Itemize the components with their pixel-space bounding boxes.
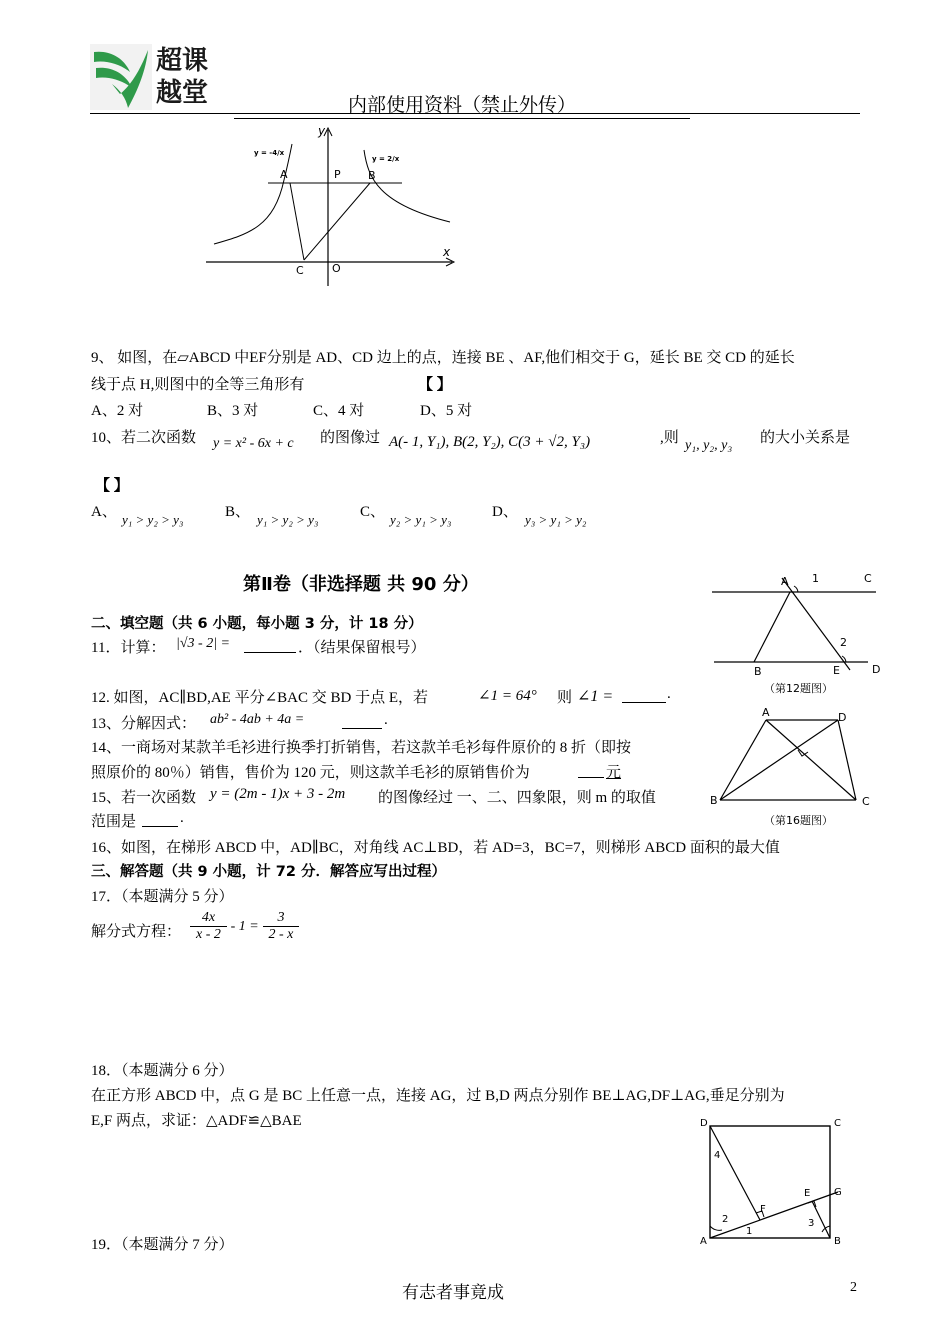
q11-expression: |√3 - 2| = [176,636,230,651]
q10-option-a-letter: A、 [91,504,117,520]
fig16-caption: （第16题图） [764,814,833,827]
fig12-label-a: A [781,575,789,588]
q9-line2: 线于点 H,则图中的全等三角形有 [91,377,305,393]
q14-answer-blank[interactable] [578,777,604,778]
figure-12 [706,566,886,700]
q15-period: . [180,810,184,826]
q9-option-c: C、4 对 [313,403,365,419]
fig18-label-2: 2 [722,1214,729,1225]
q10-vars: y₁, y₂, y₃ [685,438,733,453]
q11-answer-blank[interactable] [244,652,296,653]
q17-fraction-right [263,910,300,943]
q15-suffix: 的图像经过 一、二、四象限，则 m 的取值 [378,790,656,806]
q16-text: 16、如图，在梯形 ABCD 中，AD∥BC，对角线 AC⊥BD，若 AD=3，BC=7，则梯形 ABCD 面积的最大值 [91,840,780,856]
func-right-label: y = 2/x [372,155,400,163]
q10-option-d-letter: D、 [492,504,518,520]
q17-mid: - 1 = [230,918,259,934]
fig12-label-c: C [864,572,872,585]
point-c-label: C [296,264,304,277]
fig12-caption: （第12题图） [764,682,833,695]
fig18-label-3: 3 [808,1218,815,1229]
q17-den-left: x - 2 [196,927,221,942]
q17-num-right: 3 [263,910,300,927]
q13-text: 13、分解因式： [91,716,197,732]
fig18-label-a: A [700,1236,707,1247]
answers-heading: 三、解答题（共 9 小题，计 72 分．解答应写出过程） [91,864,446,880]
q9-line1: 9、 如图，在▱ABCD 中EF分别是 AD、CD 边上的点，连接 BE 、AF,他们相交于 G，延长 BE 交 CD 的延长 [91,350,795,366]
fig18-label-g: G [834,1187,842,1198]
q17-prefix: 解分式方程： [91,924,182,940]
q10-function: y = x² - 6x + c [213,436,294,451]
axis-x-label: x [443,245,451,259]
page-number: 2 [850,1280,857,1295]
fig18-label-1: 1 [746,1226,753,1237]
q17-equation [190,910,299,943]
fig16-label-a: A [762,706,770,719]
q12-answer-blank[interactable] [622,702,666,703]
fig12-label-d: D [872,663,881,676]
q12-period: . [667,686,671,702]
q15-line2: 范围是 [91,814,137,830]
point-p-label: P [334,168,341,181]
logo-text-line1: 超课 [156,46,209,76]
q12-then: 则 [557,690,573,706]
q13-period: . [384,712,388,728]
fig18-label-f: F [760,1204,766,1215]
q10-points: A(- 1, Y₁), B(2, Y₂), C(3 + √2, Y₃) [389,434,591,450]
q11-suffix: ．（结果保留根号） [298,640,426,656]
page-header-title: 内部使用资料（禁止外传） [234,90,690,119]
func-left-label: y = -4/x [254,149,285,157]
q18-line1: 在正方形 ABCD 中，点 G 是 BC 上任意一点，连接 AG，过 B,D 两点分别作 BE⊥AG,DF⊥AG,垂足分别为 [91,1088,785,1104]
fig12-label-2: 2 [840,636,847,649]
hyperbola-figure [200,122,460,292]
q15-answer-blank[interactable] [142,826,178,827]
q9-option-a: A、2 对 [91,403,144,419]
q10-bracket: 【 】 [95,478,129,494]
q9-bracket: 【 】 [418,377,452,393]
header-rule [90,113,860,114]
point-o-label: O [332,262,341,275]
fig16-label-d: D [838,711,847,724]
fig12-label-e: E [833,664,840,677]
point-b-label: B [368,169,376,182]
q14-line1: 14、一商场对某款羊毛衫进行换季打折销售，若这款羊毛衫每件原价的 8 折（即按 [91,740,632,756]
fig18-label-4: 4 [714,1150,721,1161]
point-a-label: A [280,168,288,181]
q17-den-right: 2 - x [268,927,294,942]
q11-prefix: 11．计算： [91,640,166,656]
q10-option-b: y₁ > y₂ > y₃ [257,512,319,527]
footer-motto: 有志者事竟成 [402,1283,504,1303]
q12-text: 12. 如图，AC∥BD,AE 平分∠BAC 交 BD 于点 E，若 [91,690,429,706]
q13-expression: ab² - 4ab + 4a = [210,712,305,727]
fig18-label-d: D [700,1118,708,1129]
logo-text-line2: 越堂 [156,78,209,108]
fig12-label-1: 1 [812,572,819,585]
fig16-label-c: C [862,795,870,808]
q10-then: ,则 [660,430,679,446]
fig18-label-b: B [834,1236,841,1247]
q10-option-d: y₃ > y₁ > y₂ [525,512,587,527]
q9-option-d: D、5 对 [420,403,473,419]
logo [90,44,232,110]
fill-heading: 二、填空题（共 6 小题，每小题 3 分，计 18 分） [91,616,423,632]
q12-ask: ∠1 = [577,688,614,705]
q10-option-a: y₁ > y₂ > y₃ [122,512,184,527]
q15-prefix: 15、若一次函数 [91,790,197,806]
q10-suffix: 的大小关系是 [760,430,851,446]
fig16-label-b: B [710,794,718,807]
q18-label: 18．（本题满分 6 分） [91,1063,234,1079]
fig12-label-b: B [754,665,762,678]
q15-expression: y = (2m - 1)x + 3 - 2m [210,786,346,802]
figure-18 [696,1112,852,1248]
q13-answer-blank[interactable] [342,728,382,729]
fig18-label-c: C [834,1118,841,1129]
q14-unit: 元 [606,765,622,781]
q17-fraction-left [190,910,227,943]
logo-leaf-icon [90,44,152,110]
q14-line2: 照原价的 80％）销售，售价为 120 元，则这款羊毛衫的原销售价为 [91,765,530,781]
figure-16 [706,704,882,832]
q10-mid: 的图像过 [320,430,381,446]
q10-option-c: y₂ > y₁ > y₃ [390,512,452,527]
axis-y-label: y [318,124,326,138]
part2-title: 第Ⅱ卷（非选择题 共 90 分） [243,574,479,595]
q19-label: 19．（本题满分 7 分） [91,1237,234,1253]
q17-label: 17．（本题满分 5 分） [91,889,234,905]
q17-num-left: 4x [190,910,227,927]
q12-angle: ∠1 = 64° [478,688,537,704]
q18-line2: E,F 两点，求证：△ADF≌△BAE [91,1113,302,1129]
fig18-label-e: E [804,1188,811,1199]
q10-option-c-letter: C、 [360,504,386,520]
q10-option-b-letter: B、 [225,504,251,520]
q9-option-b: B、3 对 [207,403,259,419]
q10-prefix: 10、若二次函数 [91,430,197,446]
